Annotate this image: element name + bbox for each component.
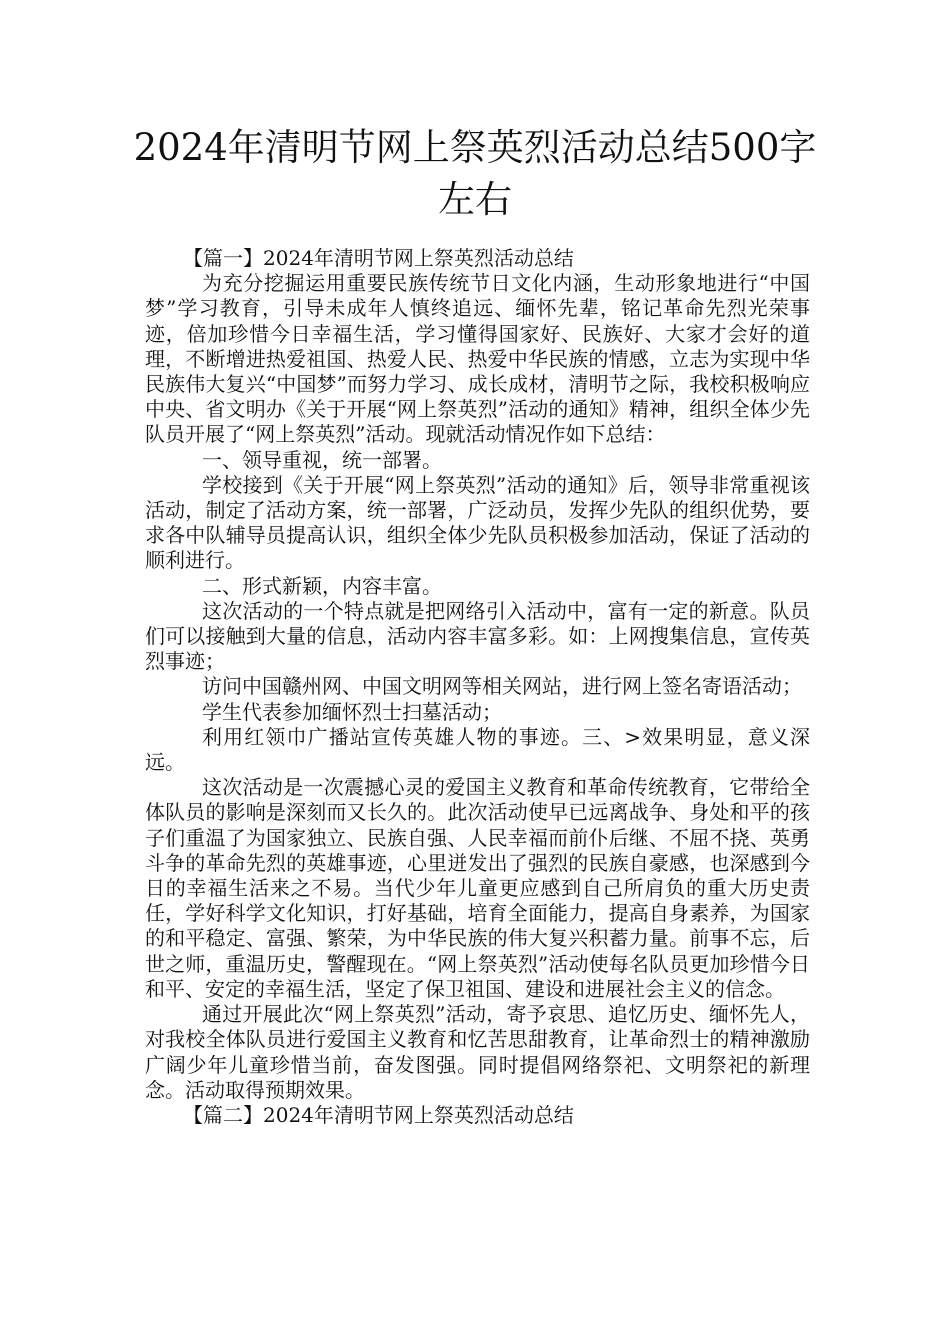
body-paragraph: 利用红领巾广播站宣传英雄人物的事迹。三、>效果明显，意义深远。 [145, 724, 810, 775]
document-title [100, 122, 850, 226]
title-line-1: 2024年清明节网上祭英烈活动总结500字 [133, 126, 817, 169]
body-paragraph: 二、形式新颖，内容丰富。 [202, 573, 442, 598]
body-paragraph: 学校接到《关于开展“网上祭英烈”活动的通知》后，领导非常重视该活动，制定了活动方案，统一部署，广泛动员，发挥少先队的组织优势，要求各中队辅导员提高认识，组织全体少先队员积极参加活动，保证了活动的顺利进行。 [145, 472, 810, 573]
body-paragraph: 访问中国赣州网、中国文明网等相关网站，进行网上签名寄语活动； [202, 674, 802, 699]
body-paragraph: 为充分挖掘运用重要民族传统节日文化内涵，生动形象地进行“中国梦”学习教育，引导未成年人慎终追远、缅怀先辈，铭记革命先烈光荣事迹，倍加珍惜今日幸福生活，学习懂得国家好、民族好、大家才会好的道理，不断增进热爱祖国、热爱人民、热爱中华民族的情感，立志为实现中华民族伟大复兴“中国梦”而努力学习、成长成材，清明节之际，我校积极响应中央、省文明办《关于开展“网上祭英烈”活动的通知》精神，组织全体少先队员开展了“网上祭英烈”活动。现就活动情况作如下总结： [145, 271, 810, 447]
body-paragraph: 这次活动的一个特点就是把网络引入活动中，富有一定的新意。队员们可以接触到大量的信息，活动内容丰富多彩。如：上网搜集信息，宣传英烈事迹； [145, 598, 810, 674]
body-paragraph: 这次活动是一次震撼心灵的爱国主义教育和革命传统教育，它带给全体队员的影响是深刻而又长久的。此次活动使早已远离战争、身处和平的孩子们重温了为国家独立、民族自强、人民幸福而前仆后继、不屈不挠、英勇斗争的革命先烈的英雄事迹，心里迸发出了强烈的民族自豪感，也深感到今日的幸福生活来之不易。当代少年儿童更应感到自己所肩负的重大历史责任，学好科学文化知识，打好基础，培育全面能力，提高自身素养，为国家的和平稳定、富强、繁荣，为中华民族的伟大复兴积蓄力量。前事不忘，后世之师，重温历史，警醒现在。“网上祭英烈”活动使每名队员更加珍惜今日和平、安定的幸福生活，坚定了保卫祖国、建设和进展社会主义的信念。 [145, 775, 810, 1001]
body-paragraph: 学生代表参加缅怀烈士扫墓活动； [202, 699, 502, 724]
title-line-2: 左右 [438, 178, 512, 221]
section-heading: 【篇一】2024年清明节网上祭英烈活动总结 [183, 246, 574, 270]
body-paragraph: 一、领导重视，统一部署。 [202, 447, 442, 472]
body-paragraph: 通过开展此次“网上祭英烈”活动，寄予哀思、追忆历史、缅怀先人，对我校全体队员进行爱国主义教育和忆苦思甜教育，让革命烈士的精神激励广阔少年儿童珍惜当前，奋发图强。同时提倡网络祭祀、文明祭祀的新理念。活动取得预期效果。 [145, 1002, 810, 1102]
section-heading: 【篇二】2024年清明节网上祭英烈活动总结 [183, 1102, 574, 1127]
document-body [145, 246, 810, 1128]
